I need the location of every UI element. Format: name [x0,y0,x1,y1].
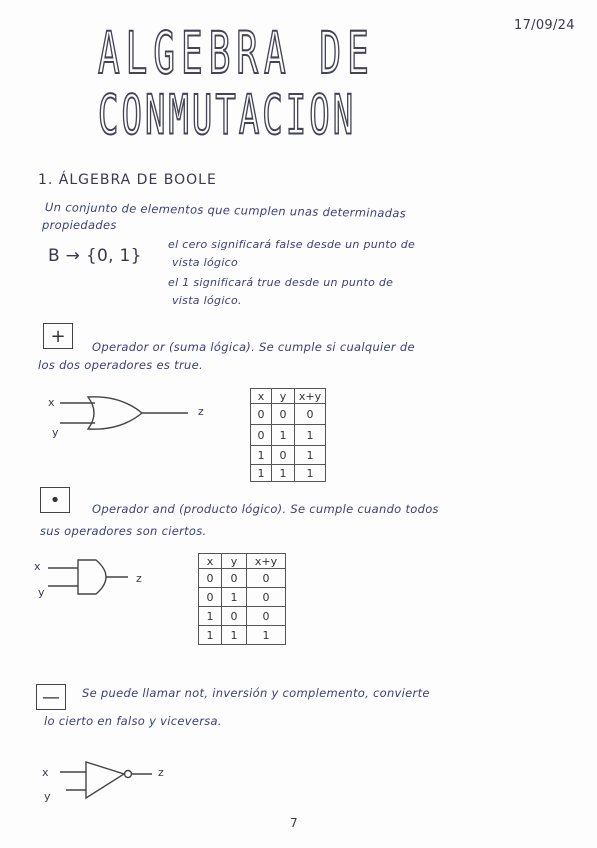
table-cell: 0 [295,404,326,425]
or-header-x: x [251,389,272,404]
table-cell: 0 [222,569,247,588]
table-cell: 0 [272,404,295,425]
or-header-xy: x+y [295,389,326,404]
not-output-z: z [158,766,165,779]
date: 17/09/24 [514,18,575,33]
intro-line-2: propiedades [42,218,117,232]
and-gate-icon [48,558,148,598]
section-heading: 1. ÁLGEBRA DE BOOLE [38,172,217,188]
one-meaning-1: el 1 significará true desde un punto de [168,276,394,289]
not-input-x: x [42,766,49,779]
table-cell: 1 [251,465,272,482]
not-symbol-box [36,684,66,710]
or-gate-icon [60,395,210,435]
and-output-z: z [136,572,143,585]
or-desc-line-1: Operador or (suma lógica). Se cumple si cualquier de [92,340,415,354]
or-truth-table [250,388,326,482]
one-meaning-2: vista lógico. [172,294,242,307]
or-output-z: z [198,405,205,418]
table-cell: 0 [251,404,272,425]
table-cell: 1 [295,465,326,482]
page-number: 7 [290,816,298,830]
table-cell: 0 [247,588,286,607]
table-cell: 1 [247,626,286,645]
table-cell: 1 [222,588,247,607]
table-cell: 0 [199,588,222,607]
table-cell: 1 [272,425,295,446]
not-gate-icon [58,760,168,800]
table-cell: 1 [199,626,222,645]
and-desc-line-1: Operador and (producto lógico). Se cumple cuando todos [92,502,439,516]
table-cell: 0 [199,569,222,588]
or-symbol-box [43,323,73,349]
table-cell: 0 [247,607,286,626]
not-input-y: y [44,790,51,803]
or-header-y: y [272,389,295,404]
intro-line-1: Un conjunto de elementos que cumplen unas determinadas [44,200,407,221]
and-input-y: y [38,586,45,599]
and-header-x: x [199,554,222,569]
table-cell: 1 [272,465,295,482]
table-cell: 0 [247,569,286,588]
and-desc-line-2: sus operadores son ciertos. [40,524,207,538]
and-header-xy: x+y [247,554,286,569]
table-cell: 0 [222,607,247,626]
table-cell: 1 [251,446,272,465]
title-line-1: ALGEBRA DE [98,22,375,88]
set-expression: B → {0, 1} [48,246,142,266]
table-cell: 1 [199,607,222,626]
and-input-x: x [34,560,41,573]
zero-meaning-1: el cero significará false desde un punto de [168,238,416,251]
and-header-y: y [222,554,247,569]
or-input-y: y [52,426,59,439]
and-truth-table [198,553,286,645]
table-cell: 1 [222,626,247,645]
table-cell: 0 [251,425,272,446]
not-desc-line-1: Se puede llamar not, inversión y complemento, convierte [82,686,430,700]
not-desc-line-2: lo cierto en falso y viceversa. [44,714,222,728]
zero-meaning-2: vista lógico [172,256,239,269]
table-cell: 1 [295,425,326,446]
plus-icon: + [50,325,66,347]
table-cell: 1 [295,446,326,465]
and-symbol-box [40,487,70,513]
minus-icon: — [42,686,60,708]
table-cell: 0 [272,446,295,465]
dot-icon: • [49,489,61,511]
title-line-2: CONMUTACION [98,84,357,148]
or-input-x: x [48,396,55,409]
or-desc-line-2: los dos operadores es true. [38,358,203,372]
